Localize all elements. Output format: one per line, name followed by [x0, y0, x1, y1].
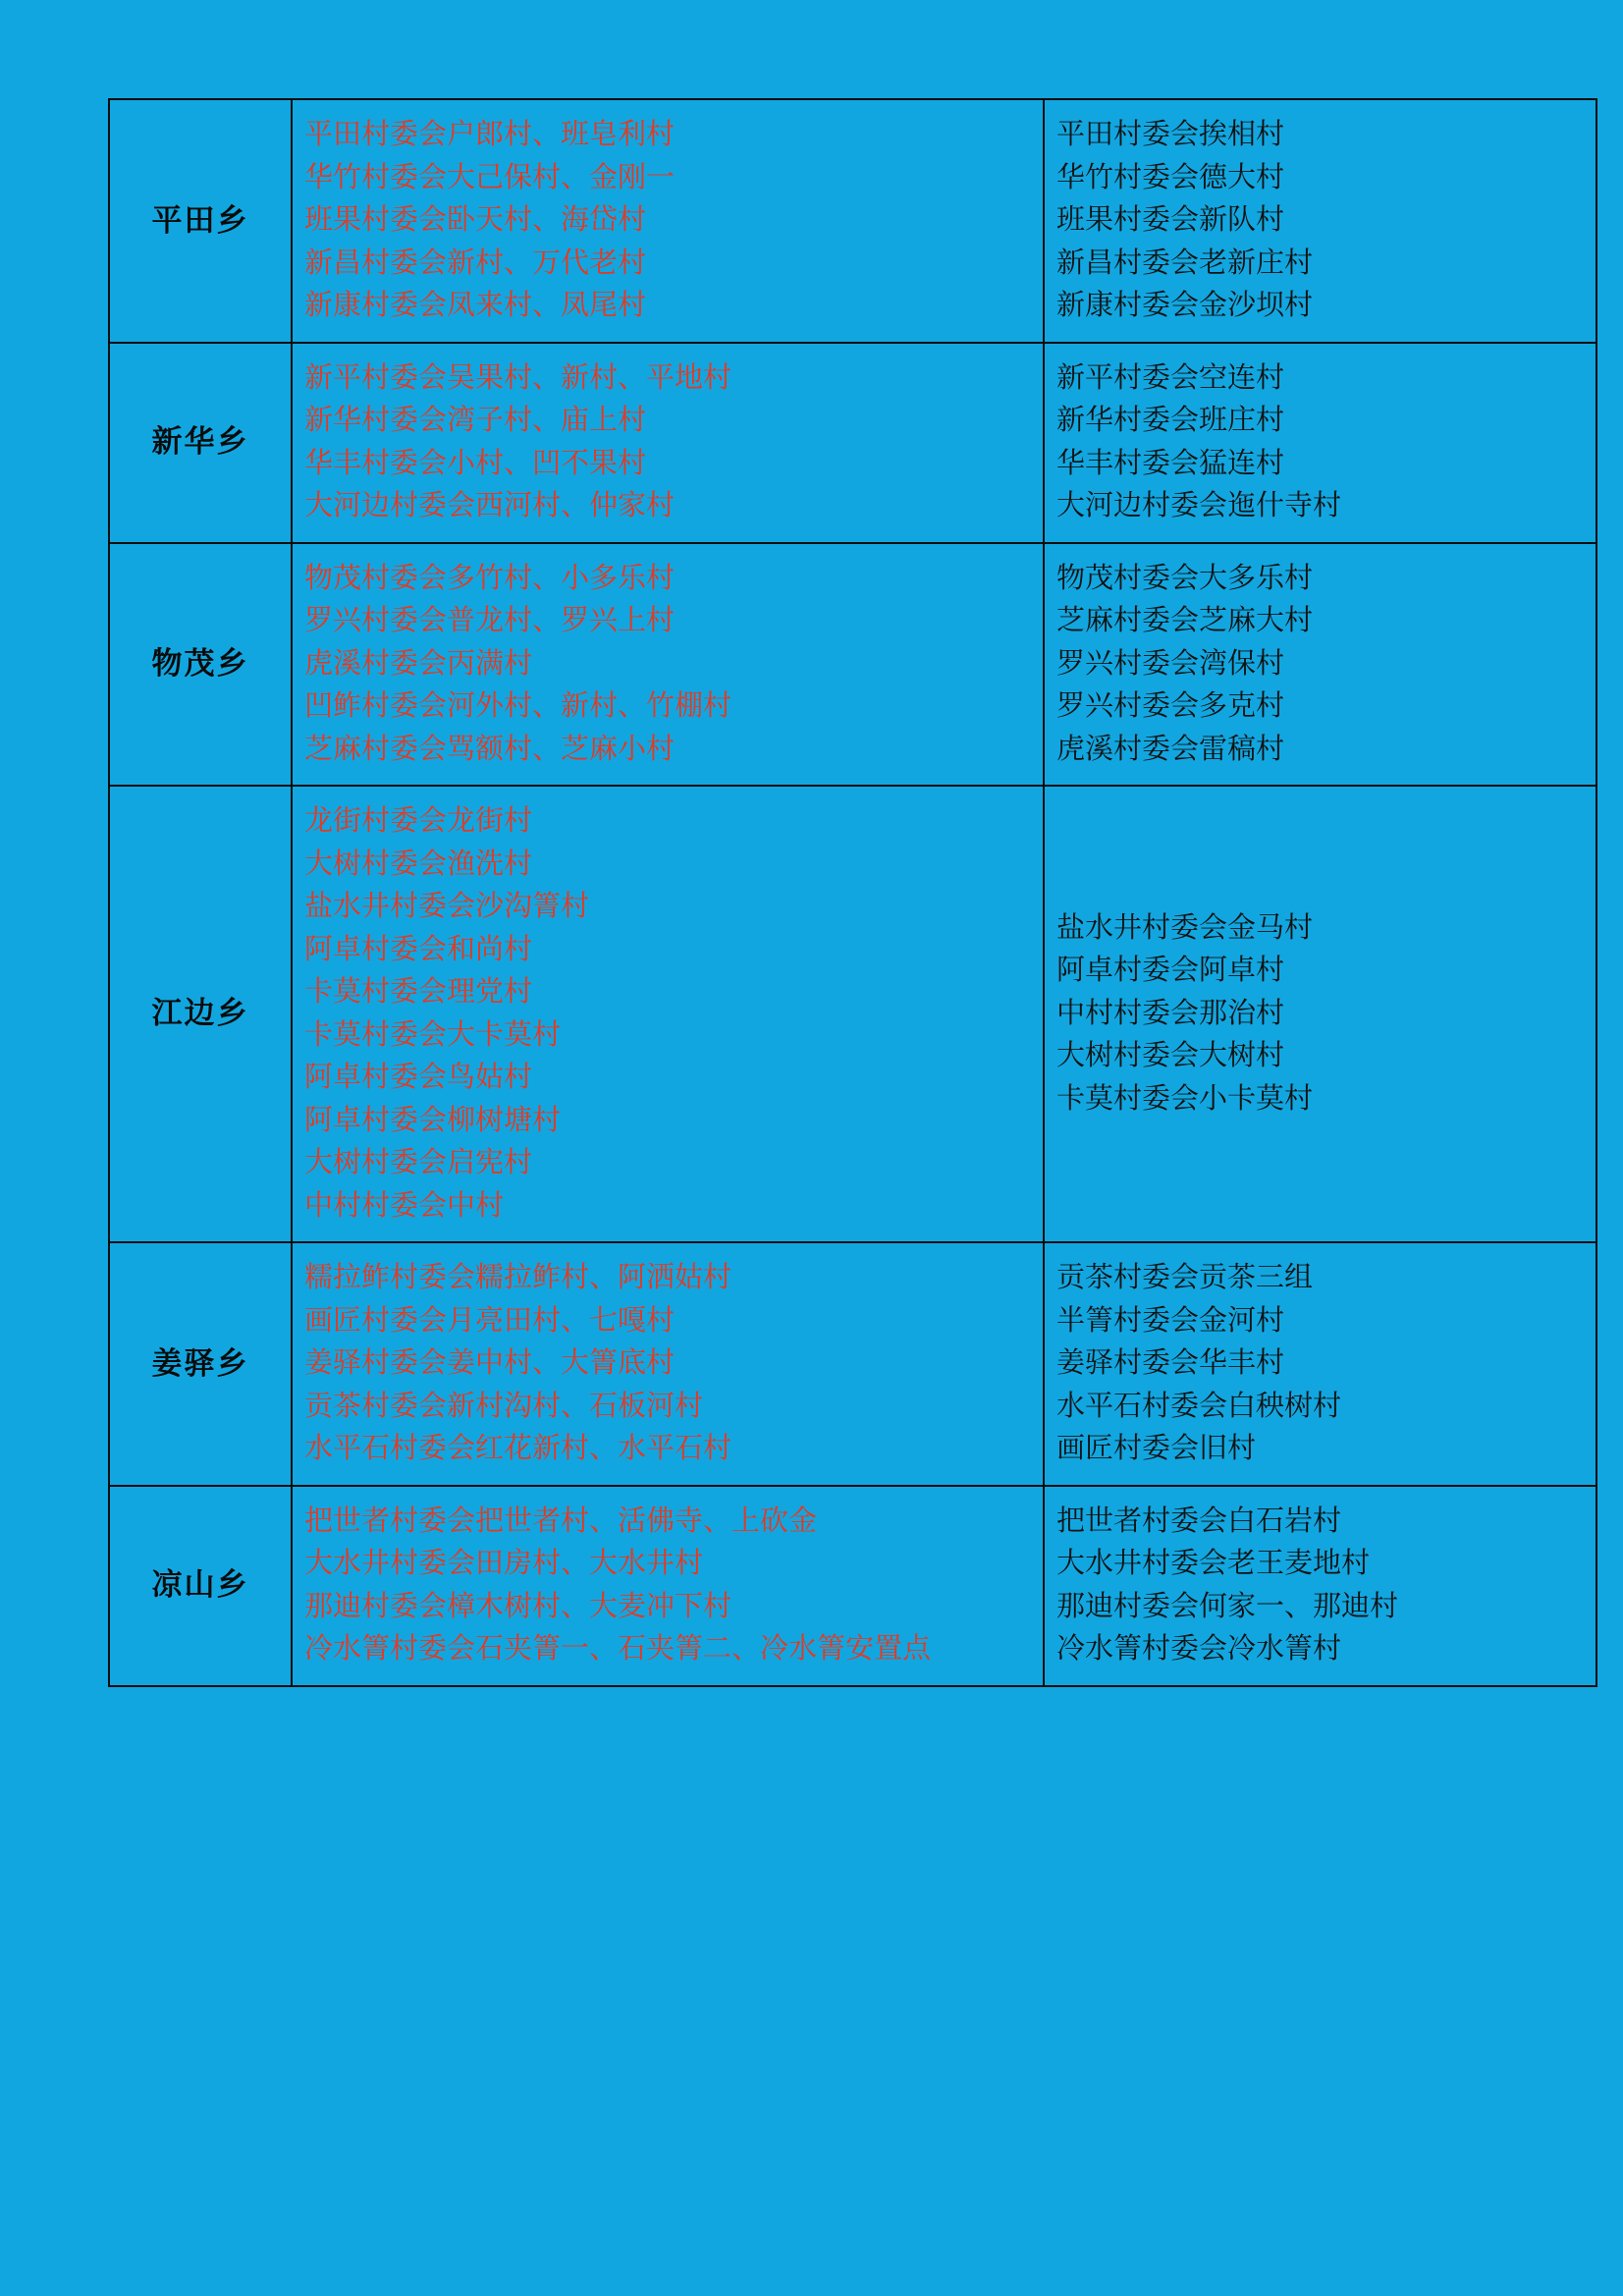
table-row — [109, 343, 1596, 543]
list-item: 罗兴村委会普龙村、罗兴上村 — [304, 605, 676, 636]
list-item: 贡茶村委会贡茶三组 — [1056, 1262, 1314, 1293]
list-item: 新华村委会班庄村 — [1056, 405, 1285, 436]
list-item: 班果村委会新队村 — [1056, 204, 1285, 236]
black-list — [1056, 1501, 1584, 1671]
list-item: 姜驿村委会华丰村 — [1056, 1347, 1285, 1379]
list-item: 那迪村委会樟木树村、大麦冲下村 — [304, 1590, 732, 1622]
red-list-cell — [292, 786, 1044, 1242]
black-list — [1056, 1257, 1584, 1471]
black-list-cell — [1044, 543, 1596, 787]
list-item: 大河边村委会迤什寺村 — [1056, 490, 1342, 521]
list-item: 卡莫村委会理党村 — [304, 976, 533, 1008]
list-item: 中村村委会中村 — [304, 1189, 505, 1222]
township-cell: 凉山乡 — [109, 1486, 292, 1686]
list-item: 罗兴村委会湾保村 — [1056, 647, 1285, 680]
list-item: 把世者村委会白石岩村 — [1056, 1504, 1342, 1537]
list-item: 新昌村委会新村、万代老村 — [304, 246, 647, 279]
red-list — [304, 357, 1031, 528]
list-item: 大树村委会大树村 — [1056, 1040, 1285, 1072]
list-item: 新平村委会吴果村、新村、平地村 — [304, 361, 732, 394]
black-list — [1056, 907, 1584, 1121]
list-item: 虎溪村委会丙满村 — [304, 647, 533, 680]
list-item: 姜驿村委会姜中村、大箐底村 — [304, 1347, 676, 1379]
village-table — [108, 98, 1597, 1687]
red-list-cell — [292, 1486, 1044, 1686]
list-item: 把世者村委会把世者村、活佛寺、上砍金 — [304, 1504, 818, 1537]
table-row — [109, 543, 1596, 787]
black-list — [1056, 357, 1584, 528]
black-list — [1056, 558, 1584, 772]
list-item: 卡莫村委会大卡莫村 — [304, 1018, 562, 1051]
list-item: 盐水井村委会沙沟箐村 — [304, 891, 590, 922]
list-item: 画匠村委会旧村 — [1056, 1433, 1257, 1464]
list-item: 阿卓村委会和尚村 — [304, 933, 533, 965]
red-list — [304, 1501, 1031, 1671]
list-item: 虎溪村委会雷稿村 — [1056, 733, 1285, 765]
red-list-cell — [292, 543, 1044, 787]
list-item: 龙街村委会龙街村 — [304, 805, 533, 837]
list-item: 半箐村委会金河村 — [1056, 1304, 1285, 1337]
list-item: 物茂村委会大多乐村 — [1056, 562, 1314, 594]
list-item: 罗兴村委会多克村 — [1056, 690, 1285, 722]
black-list-cell — [1044, 786, 1596, 1242]
list-item: 大树村委会渔洗村 — [304, 847, 533, 880]
township-cell: 物茂乡 — [109, 543, 292, 787]
list-item: 新康村委会金沙坝村 — [1056, 290, 1314, 321]
list-item: 班果村委会卧天村、海岱村 — [304, 204, 647, 236]
list-item: 华竹村委会德大村 — [1056, 161, 1285, 193]
list-item: 阿卓村委会柳树塘村 — [304, 1104, 562, 1136]
list-item: 平田村委会挨相村 — [1056, 119, 1285, 150]
list-item: 新康村委会凤来村、凤尾村 — [304, 290, 647, 321]
list-item: 新华村委会湾子村、庙上村 — [304, 405, 647, 436]
list-item: 芝麻村委会芝麻大村 — [1056, 605, 1314, 636]
list-item: 新平村委会空连村 — [1056, 361, 1285, 394]
black-list — [1056, 114, 1584, 328]
list-item: 冷水箐村委会石夹箐一、石夹箐二、冷水箐安置点 — [304, 1633, 932, 1665]
list-item: 卡莫村委会小卡莫村 — [1056, 1082, 1314, 1115]
table-row — [109, 1486, 1596, 1686]
list-item: 大水井村委会田房村、大水井村 — [304, 1548, 704, 1579]
list-item: 画匠村委会月亮田村、七嘎村 — [304, 1304, 676, 1337]
list-item: 糯拉鲊村委会糯拉鲊村、阿洒姑村 — [304, 1262, 732, 1293]
list-item: 平田村委会户郎村、班皂利村 — [304, 119, 676, 150]
list-item: 水平石村委会红花新村、水平石村 — [304, 1433, 732, 1464]
list-item: 芝麻村委会骂额村、芝麻小村 — [304, 733, 676, 765]
black-list-cell — [1044, 1242, 1596, 1486]
list-item: 大河边村委会西河村、仲家村 — [304, 490, 676, 521]
list-item: 新昌村委会老新庄村 — [1056, 246, 1314, 279]
list-item: 冷水箐村委会冷水箐村 — [1056, 1633, 1342, 1665]
red-list — [304, 800, 1031, 1228]
black-list-cell — [1044, 1486, 1596, 1686]
list-item: 华竹村委会大己保村、金刚一 — [304, 161, 676, 193]
black-list-cell — [1044, 99, 1596, 343]
table-row — [109, 1242, 1596, 1486]
township-cell: 平田乡 — [109, 99, 292, 343]
list-item: 水平石村委会白秧树村 — [1056, 1390, 1342, 1422]
list-item: 凹鲊村委会河外村、新村、竹棚村 — [304, 690, 732, 722]
township-cell: 江边乡 — [109, 786, 292, 1242]
list-item: 贡茶村委会新村沟村、石板河村 — [304, 1390, 704, 1422]
table-row — [109, 99, 1596, 343]
list-item: 阿卓村委会鸟姑村 — [304, 1062, 533, 1093]
red-list-cell — [292, 1242, 1044, 1486]
list-item: 华丰村委会猛连村 — [1056, 447, 1285, 479]
township-cell: 新华乡 — [109, 343, 292, 543]
township-cell: 姜驿乡 — [109, 1242, 292, 1486]
list-item: 华丰村委会小村、凹不果村 — [304, 447, 647, 479]
list-item: 盐水井村委会金马村 — [1056, 911, 1314, 944]
list-item: 大水井村委会老王麦地村 — [1056, 1548, 1371, 1579]
red-list-cell — [292, 343, 1044, 543]
red-list-cell — [292, 99, 1044, 343]
red-list — [304, 558, 1031, 772]
red-list — [304, 1257, 1031, 1471]
list-item: 那迪村委会何家一、那迪村 — [1056, 1590, 1399, 1622]
list-item: 阿卓村委会阿卓村 — [1056, 955, 1285, 987]
black-list-cell — [1044, 343, 1596, 543]
list-item: 大树村委会启宪村 — [304, 1147, 533, 1178]
table-body — [109, 99, 1596, 1686]
list-item: 中村村委会那治村 — [1056, 997, 1285, 1029]
red-list — [304, 114, 1031, 328]
table-row — [109, 786, 1596, 1242]
list-item: 物茂村委会多竹村、小多乐村 — [304, 562, 676, 594]
